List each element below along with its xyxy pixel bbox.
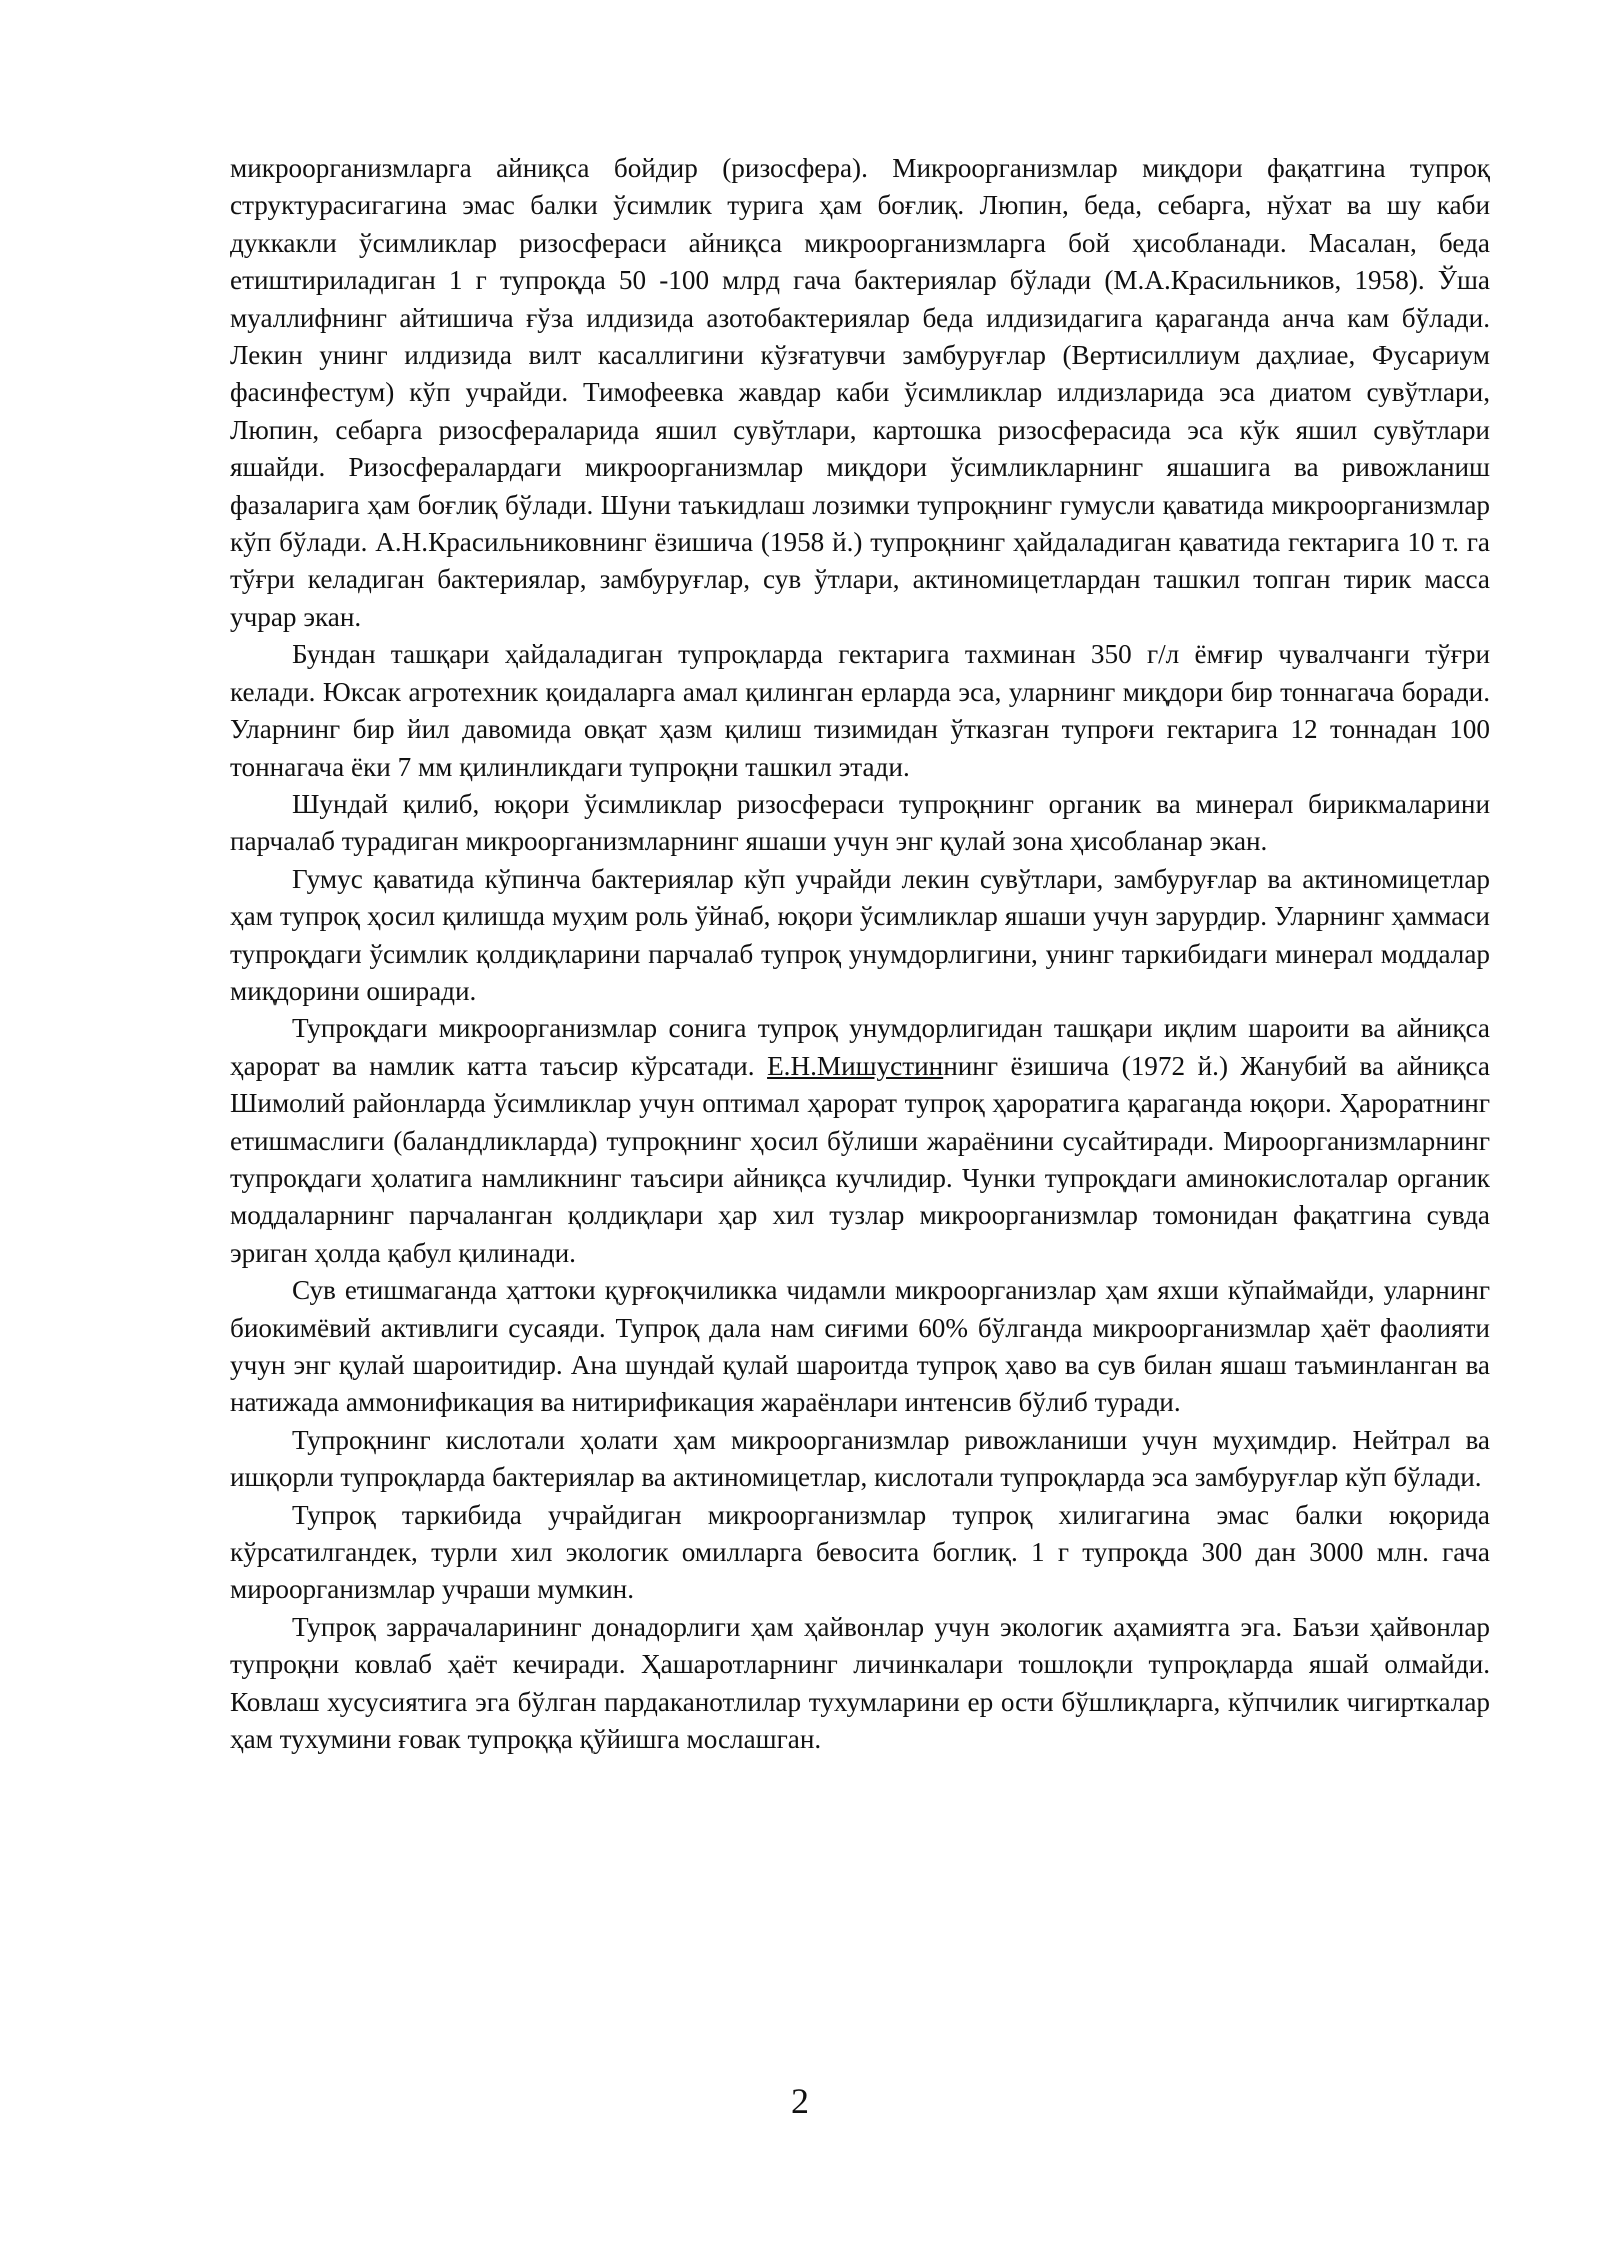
paragraph-4: Гумус қаватида кўпинча бактериялар кўп учрайди лекин сувўтлари, замбуруғлар ва актиномицетлар ҳам тупроқ ҳосил қилишда муҳим роль ўйнаб, юқори ўсимликлар яшаши учун зарурдир. Уларнинг ҳаммаси тупроқдаги ўсимлик қолдиқларини парчалаб тупроқ унумдорлигини, унинг таркибидаги минерал моддалар миқдорини оширади. (230, 863, 1490, 1006)
paragraph-1: микроорганизмларга айниқса бойдир (ризосфера). Микроорганизмлар миқдори фақатгина тупроқ структурасигагина эмас балки ўсимлик турига ҳам боғлиқ. Люпин, беда, себарга, нўхат ва шу каби дуккакли ўсимликлар ризосфераси айниқса микроорганизмларга бой ҳисобланади. Масалан, беда етиштириладиган 1 г тупроқда 50 -100 млрд гача бактериялар бўлади (М.А.Красильников, 1958). Ўша муаллифнинг айтишича ғўза илдизида азотобактериялар беда илдизидагига қараганда анча кам бўлади. Лекин унинг илдизида вилт касаллигини кўзғатувчи замбуруғлар (Вертисиллиум даҳлиае, Фусариум фасинфестум) кўп учрайди. Тимофеевка жавдар каби ўсимликлар илдизларида эса диатом сувўтлари, Люпин, себарга ризосфераларида яшил сувўтлари, картошка ризосферасида эса кўк яшил сувўтлари яшайди. Ризосфералардаги микроорганизмлар миқдори ўсимликларнинг яшашига ва ривожланиш фазаларига ҳам боғлиқ бўлади. Шуни таъкидлаш лозимки тупроқнинг гумусли қаватида микроорганизмлар кўп бўлади. А.Н.Красильниковнинг ёзишича (1958 й.) тупроқнинг ҳайдаладиган қаватида гектарига 10 т. га тўғри келадиган бактериялар, замбуруғлар, сув ўтлари, актиномицетлардан ташкил топган тирик масса учрар экан. (230, 153, 1490, 632)
paragraph-8: Тупроқ таркибида учрайдиган микроорганизмлар тупроқ хилигагина эмас балки юқорида кўрсатилгандек, турли хил экологик омилларга бевосита боглиқ. 1 г тупроқда 300 дан 3000 млн. гача мироорганизмлар учраши мумкин. (230, 1499, 1490, 1605)
author-reference: Е.Н.Мишустин (767, 1050, 944, 1081)
paragraph-2: Бундан ташқари ҳайдаладиган тупроқларда гектарига тахминан 350 г/л ёмғир чувалчанги тўғри келади. Юксак агротехник қоидаларга амал қилинган ерларда эса, уларнинг миқдори бир тоннагача боради. Уларнинг бир йил давомида овқат ҳазм қилиш тизимидан ўтказган тупроғи гектарига 12 тоннадан 100 тоннагача ёки 7 мм қилинликдаги тупроқни ташкил этади. (230, 639, 1490, 782)
paragraph-7: Тупроқнинг кислотали ҳолати ҳам микроорганизмлар ривожланиши учун муҳимдир. Нейтрал ва ишқорли тупроқларда бактериялар ва актиномицетлар, кислотали тупроқларда эса замбуруғлар кўп бўлади. (230, 1424, 1490, 1493)
paragraph-3: Шундай қилиб, юқори ўсимликлар ризосфераси тупроқнинг органик ва минерал бирикмаларини парчалаб турадиган микроорганизмларнинг яшаши учун энг қулай зона ҳисобланар экан. (230, 788, 1490, 857)
paragraph-6: Сув етишмаганда ҳаттоки қурғоқчиликка чидамли микроорганизлар ҳам яхши кўпаймайди, уларнинг биокимёвий активлиги сусаяди. Тупроқ дала нам сиғими 60% бўлганда микроорганизмлар ҳаёт фаолияти учун энг қулай шароитидир. Ана шундай қулай шароитда тупроқ ҳаво ва сув билан яшаш таъминланган ва натижада аммонификация ва нитирификация жараёнлари интенсив бўлиб туради. (230, 1275, 1490, 1418)
paragraph-5-start: Тупроқдаги микроорганизмлар сонига тупроқ унумдорлигидан ташқари иқлим шароити ва айниқса ҳарорат ва намлик катта таъсир кўрсатади. (230, 1013, 1490, 1081)
document-page (230, 150, 1490, 1758)
paragraph-9: Тупроқ заррачаларининг донадорлиги ҳам ҳайвонлар учун экологик аҳамиятга эга. Баъзи ҳайвонлар тупроқни ковлаб ҳаёт кечиради. Ҳашаротларнинг личинкалари тошлоқли тупроқларда яшай олмайди. Ковлаш хусусиятига эга бўлган пардаканотлилар тухумларини ер ости бўшлиқларга, кўпчилик чигирткалар ҳам тухумини ғовак тупроққа қўйишга мослашган. (230, 1611, 1490, 1755)
paragraph-5-end: нинг ёзишича (1972 й.) Жанубий ва айниқса Шимолий районларда ўсимликлар учун оптимал ҳарорат тупроқ ҳароратига қараганда юқори. Ҳароратнинг етишмаслиги (баландликларда) тупроқнинг ҳосил бўлиши жараёнини сусайтиради. Мироорганизмларнинг тупроқдаги ҳолатига намликнинг таъсири айниқса кучлидир. Чунки тупроқдаги аминокислоталар органик моддаларнинг парчаланган қолдиқлари ҳар хил тузлар микроорганизмлар томонидан фақатгина сувда эриган ҳолда қабул қилинади. (230, 1050, 1490, 1268)
paragraph-5 (230, 1010, 1490, 1272)
page-number: 2 (791, 2081, 809, 2121)
